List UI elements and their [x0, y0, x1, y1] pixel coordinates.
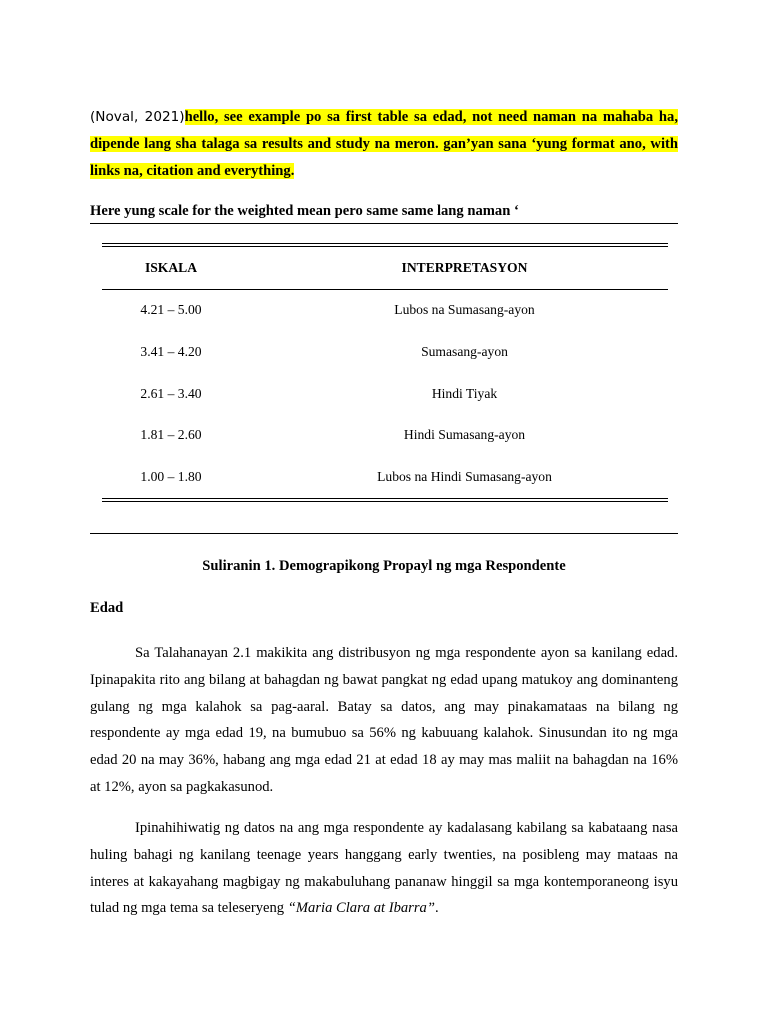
body-paragraph-2	[90, 815, 678, 922]
table-row	[102, 414, 668, 456]
intro-paragraph	[90, 104, 678, 185]
teleserye-title: “Maria Clara at Ibarra”	[287, 900, 435, 917]
scale-note: Here yung scale for the weighted mean pero same same lang naman ‘	[90, 203, 519, 219]
table-row	[102, 373, 668, 415]
section-title: Suliranin 1. Demograpikong Propayl ng mga Respondente	[202, 558, 566, 574]
table-row	[102, 456, 668, 498]
header-interpretasyon: INTERPRETASYON	[401, 259, 528, 275]
paragraph-2-text: Ipinahihiwatig ng datos na ang mga respondente ay kadalasang kabilang sa kabataang nasa huling bahagi ng kanilang teenage years hanggang early twenties, na posibleng may mataas na interes at kakayahang magbigay ng makabuluhang pananaw hinggil sa mga kontemporaneong isyu tulad ng mga tema sa teleseryeng	[90, 820, 678, 917]
highlighted-comment: hello, see example po sa first table sa edad, not need naman na mahaba ha, dipende lang sha talaga sa results and study na meron. gan’yan sana ‘yung format ano, with links na, citation and everything.	[90, 109, 678, 179]
header-iskala: ISKALA	[144, 259, 198, 275]
table-bottom-border	[102, 498, 668, 502]
body-paragraph-1: Sa Talahanayan 2.1 makikita ang distribusyon ng mga respondente ayon sa kanilang edad. Ipinapakita rito ang bilang at bahagdan ng bawat pangkat ng edad upang matukoy ang dominanteng gulang ng mga kalahok sa pag-aaral. Batay sa datos, ang may pinakamataas na bilang ng respondente ay mga edad 19, na bumubuo sa 56% ng kabuuang kalahok. Sinusundan ito ng mga edad 20 na may 36%, habang ang mga edad 21 at edad 18 ay may mas maliit na bahagdan na 16% at 12%, ayon sa pagkakasunod.	[90, 645, 678, 795]
table-cell-interpretation: Sumasang-ayon	[421, 343, 508, 359]
table-cell-interpretation: Hindi Tiyak	[431, 385, 498, 401]
subsection-title: Edad	[90, 600, 124, 616]
citation: (Noval, 2021)	[90, 109, 185, 125]
table-cell-range: 3.41 – 4.20	[140, 343, 202, 359]
table-row	[102, 331, 668, 373]
divider-top	[90, 223, 678, 224]
table-cell-range: 2.61 – 3.40	[140, 385, 202, 401]
table-cell-interpretation: Hindi Sumasang-ayon	[403, 427, 526, 443]
table-header-row	[102, 247, 668, 289]
table-cell-interpretation: Lubos na Hindi Sumasang-ayon	[377, 468, 552, 484]
table-cell-range: 1.81 – 2.60	[140, 427, 202, 443]
table-cell-range: 4.21 – 5.00	[140, 302, 202, 318]
divider-bottom	[90, 533, 678, 534]
table-row	[102, 290, 668, 332]
table-cell-range: 1.00 – 1.80	[140, 468, 202, 484]
table-cell-interpretation: Lubos na Sumasang-ayon	[394, 302, 535, 318]
scale-table	[102, 243, 668, 502]
paragraph-2-end: .	[434, 900, 439, 917]
